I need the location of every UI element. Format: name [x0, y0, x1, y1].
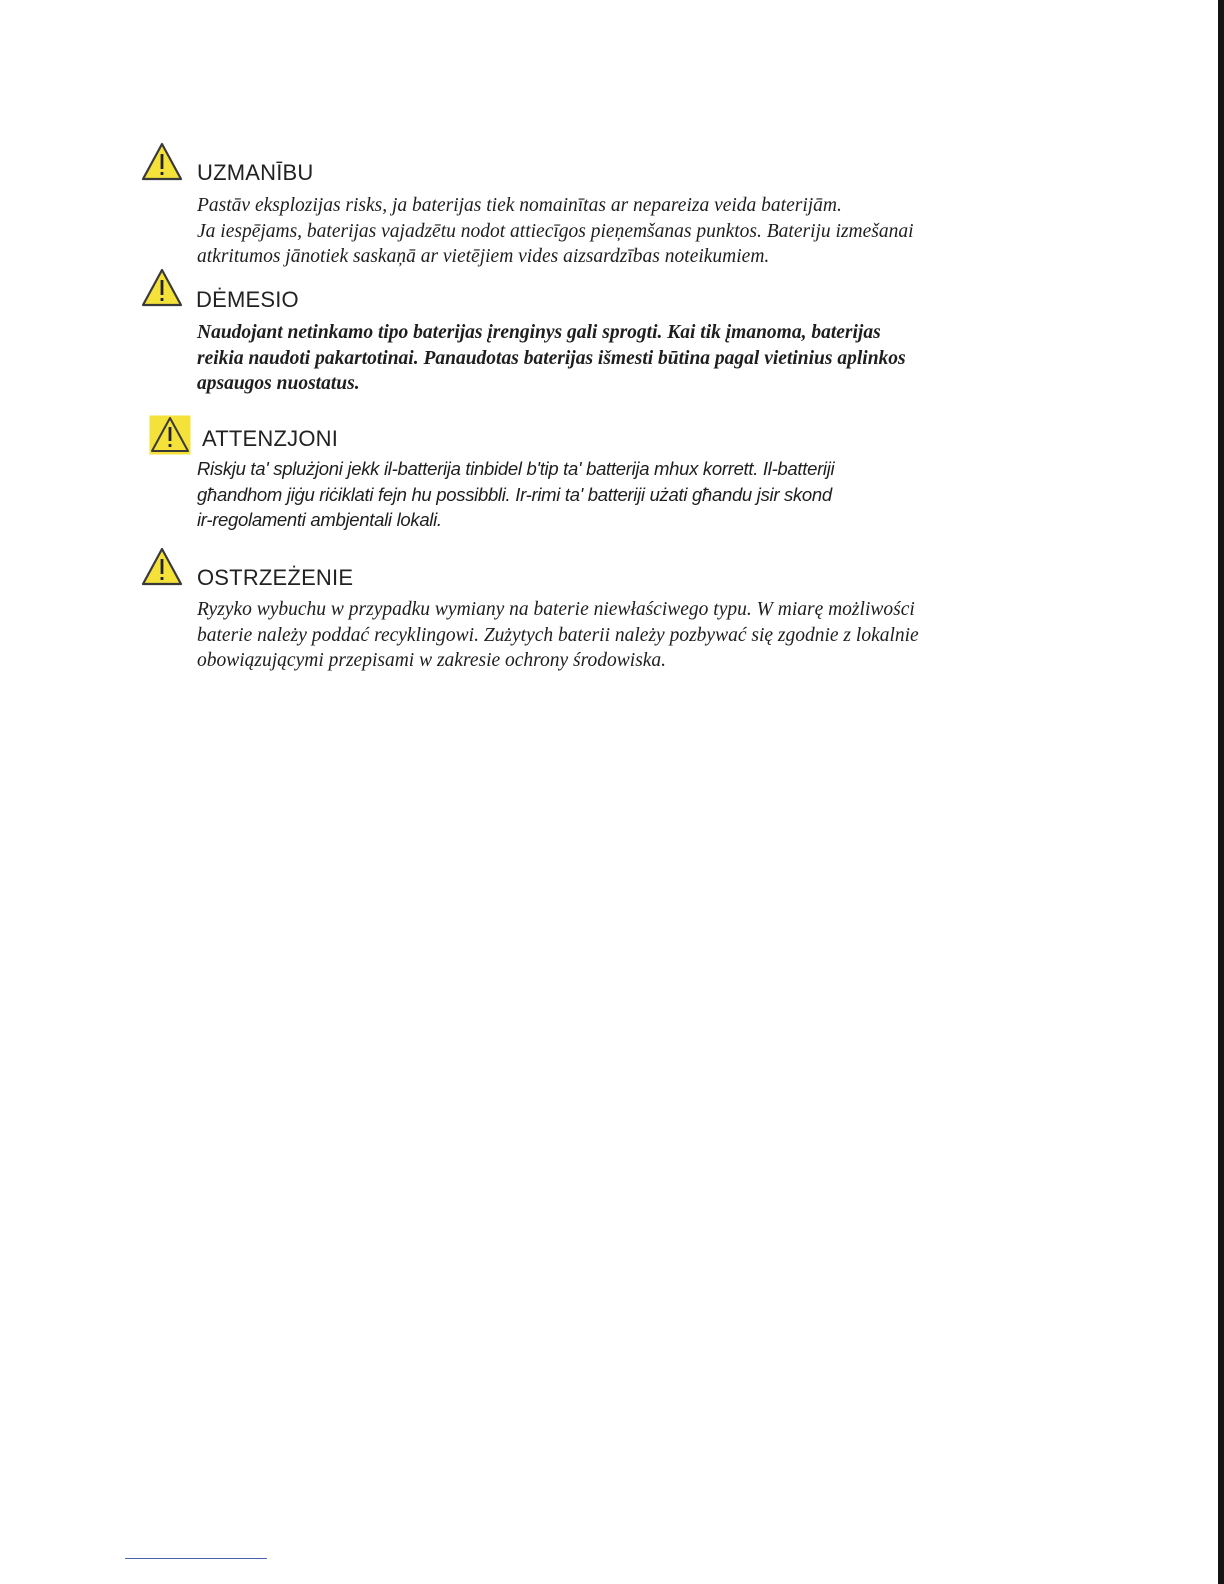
warning-text-line: għandhom jiġu riċiklati fejn hu possibbli. Ir-rimi ta' batteriji użati għandu jsir skond — [197, 483, 832, 505]
warning-title: OSTRZEŻENIE — [197, 565, 354, 590]
warning-text-line: baterie należy poddać recyklingowi. Zużytych baterii należy pozbywać się zgodnie z lokalnie — [197, 624, 919, 646]
warning-title: ATTENZJONI — [202, 426, 339, 451]
warning-text-line: Pastāv eksplozijas risks, ja baterijas tiek nomainītas ar nepareiza veida baterijām. — [197, 195, 842, 216]
warning-text — [197, 193, 914, 270]
warning-text — [197, 456, 834, 533]
warning-title: UZMANĪBU — [197, 160, 314, 185]
warning-triangle-icon — [141, 142, 183, 182]
warning-triangle-icon — [149, 415, 191, 455]
warning-text-line: obowiązującymi przepisami w zakresie ochrony środowiska. — [197, 650, 667, 671]
warning-text-line: apsaugos nuostatus. — [197, 373, 360, 394]
warning-triangle-icon — [141, 268, 183, 308]
footnote-separator — [125, 1558, 267, 1559]
warning-text-line: Ryzyko wybuchu w przypadku wymiany na baterie niewłaściwego typu. W miarę możliwości — [197, 599, 915, 620]
warning-text-line: Ja iespējams, baterijas vajadzētu nodot attiecīgos pieņemšanas punktos. Bateriju izmešanai — [197, 220, 914, 242]
warning-text-line: ir-regolamenti ambjentali lokali. — [197, 509, 442, 530]
warning-text — [197, 597, 919, 674]
warning-title: DĖMESIO — [196, 287, 299, 312]
warning-triangle-icon — [141, 547, 183, 587]
warning-text-line: Naudojant netinkamo tipo baterijas įrenginys gali sprogti. Kai tik įmanoma, baterijas — [197, 322, 881, 343]
warning-text-line: Riskju ta' splużjoni jekk il-batterija tinbidel b'tip ta' batterija mhux korrett. Il-batteriji — [197, 458, 835, 479]
warning-text-line: atkritumos jānotiek saskaņā ar vietējiem vides aizsardzības noteikumiem. — [197, 246, 770, 267]
warning-text-line: reikia naudoti pakartotinai. Panaudotas baterijas išmesti būtina pagal vietinius aplinkos — [197, 347, 906, 369]
warning-text — [197, 320, 906, 397]
page-right-edge — [1218, 0, 1224, 1584]
